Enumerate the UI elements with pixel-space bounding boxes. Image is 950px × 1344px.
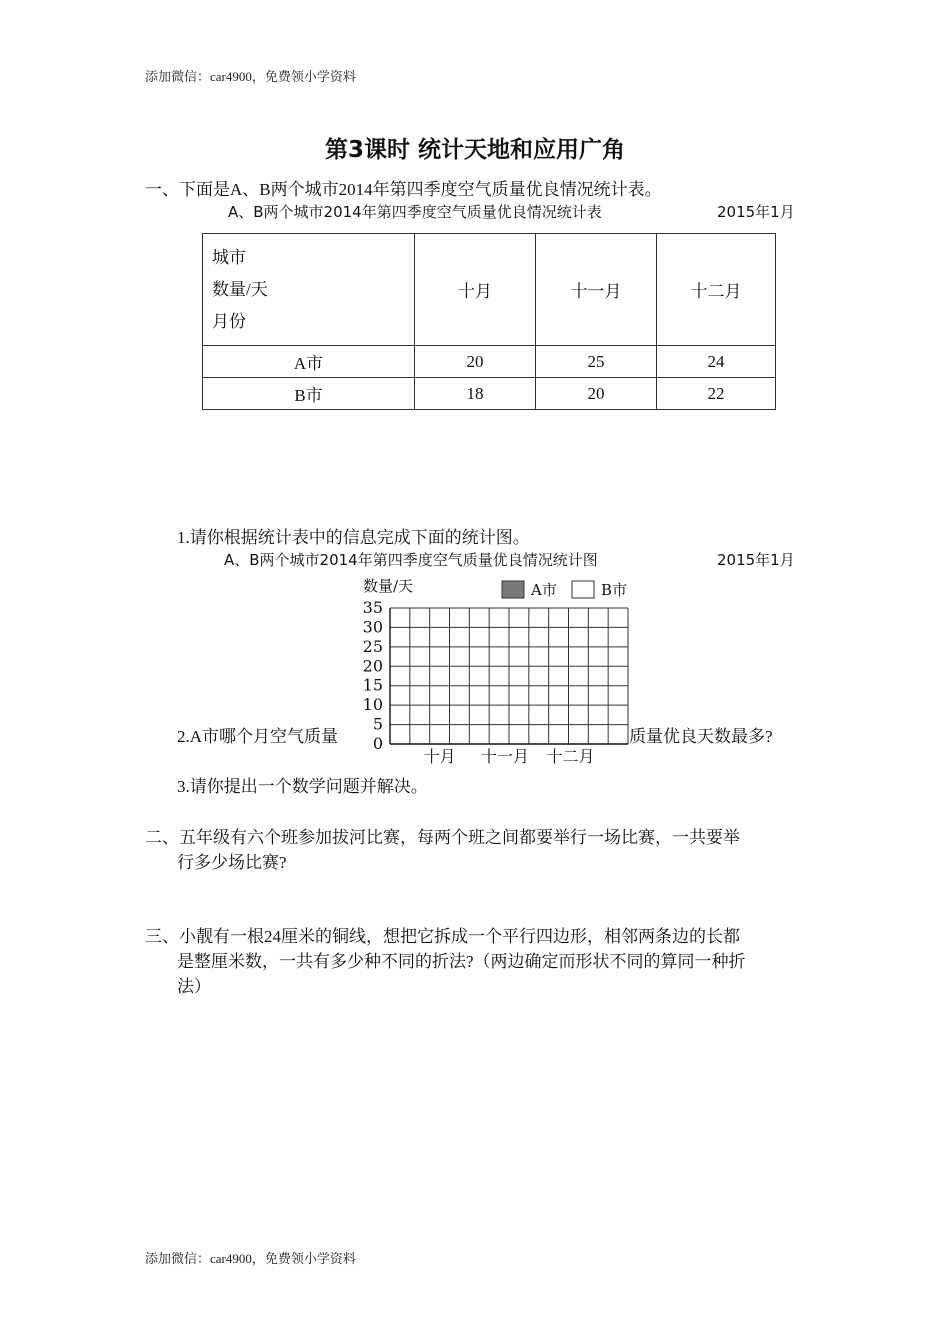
section2-line-2: 行多少场比赛?: [177, 853, 287, 872]
legend-swatch: [572, 581, 594, 598]
table-row: [203, 378, 776, 410]
x-tick-label: 十一月: [481, 747, 530, 766]
table-cell: 25: [536, 346, 657, 378]
section3-line-2: 是整厘米数，一共有多少种不同的折法?（两边确定而形状不同的算同一种折: [177, 952, 746, 971]
y-axis-label: 数量/天: [363, 577, 414, 595]
table-cell: 18: [415, 378, 536, 410]
x-tick-label: 十二月: [546, 747, 595, 766]
x-tick-label: 十月: [423, 747, 456, 766]
legend-label: A市: [531, 581, 557, 599]
y-tick-label: 0: [372, 734, 383, 753]
y-tick-label: 30: [362, 617, 383, 637]
section2-line-1: 二、五年级有六个班参加拔河比赛，每两个班之间都要举行一场比赛，一共要举: [145, 828, 740, 847]
section3-line-3: 法）: [177, 977, 211, 996]
table-cell: 20: [415, 346, 536, 378]
corner-quantity: 数量/天: [212, 279, 268, 299]
table-cell: 24: [657, 346, 776, 378]
y-tick-label: 25: [362, 636, 383, 656]
column-header: 十二月: [657, 234, 776, 346]
row-label: A市: [203, 346, 415, 378]
corner-city: 城市: [212, 247, 246, 267]
table-date: 2015年1月: [717, 203, 795, 221]
table-caption: A、B两个城市2014年第四季度空气质量优良情况统计表: [228, 203, 602, 221]
table-row: [203, 346, 776, 378]
question-2-right: 质量优良天数最多?: [629, 727, 773, 746]
question-3: 3.请你提出一个数学问题并解决。: [177, 777, 428, 796]
chart-date: 2015年1月: [717, 551, 795, 569]
section3-line-1: 三、小靓有一根24厘米的铜线，想把它拆成一个平行四边形，相邻两条边的长都: [145, 927, 740, 946]
chart-caption: A、B两个城市2014年第四季度空气质量优良情况统计图: [224, 551, 598, 569]
corner-month: 月份: [212, 311, 246, 331]
header-note: 添加微信：car4900，免费领小学资料: [145, 69, 356, 84]
table-corner-cell: [203, 234, 415, 346]
y-tick-label: 15: [362, 675, 383, 695]
y-tick-label: 5: [372, 714, 383, 734]
section1-intro: 一、下面是A、B两个城市2014年第四季度空气质量优良情况统计表。: [145, 180, 662, 199]
question-1: 1.请你根据统计表中的信息完成下面的统计图。: [177, 528, 530, 547]
table-cell: 22: [657, 378, 776, 410]
bar-chart: [355, 572, 645, 772]
column-header: 十一月: [536, 234, 657, 346]
table-header-row: [203, 234, 776, 346]
table-cell: 20: [536, 378, 657, 410]
y-tick-label: 35: [362, 598, 383, 617]
column-header: 十月: [415, 234, 536, 346]
page-title: 第3课时 统计天地和应用广角: [324, 137, 625, 163]
legend-swatch: [502, 581, 524, 598]
footer-note: 添加微信：car4900，免费领小学资料: [145, 1251, 356, 1266]
question-2-left: 2.A市哪个月空气质量: [177, 727, 339, 746]
stat-table: [202, 233, 776, 410]
legend-label: B市: [601, 581, 628, 599]
row-label: B市: [203, 378, 415, 410]
y-tick-label: 10: [362, 695, 383, 715]
y-tick-label: 20: [362, 656, 383, 676]
